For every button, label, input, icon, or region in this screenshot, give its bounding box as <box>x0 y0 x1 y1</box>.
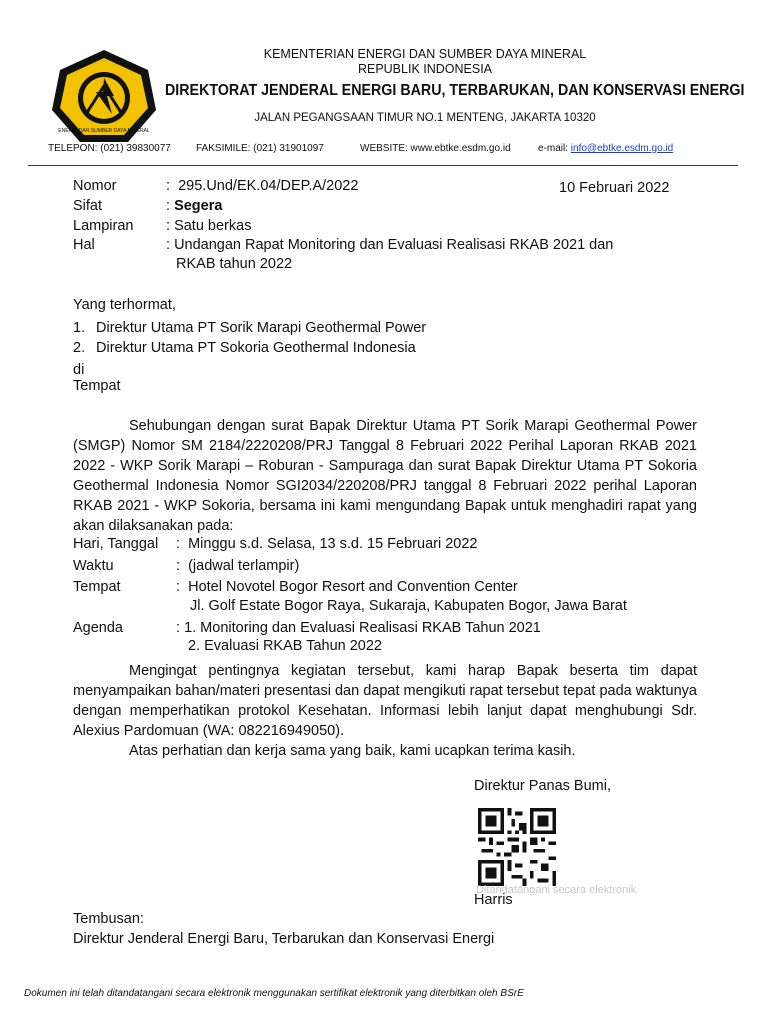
ministry-name: KEMENTERIAN ENERGI DAN SUMBER DAYA MINERAL <box>263 47 587 61</box>
hari-value: Minggu s.d. Selasa, 13 s.d. 15 Februari 2022 <box>188 536 478 552</box>
thanks-line: Atas perhatian dan kerja sama yang baik, kami ucapkan terima kasih. <box>129 743 576 759</box>
phone-number: TELEPON: (021) 39830077 <box>48 143 171 154</box>
tembusan-item: Direktur Jenderal Energi Baru, Terbarukan dan Konservasi Energi <box>73 931 495 947</box>
sifat-label: Sifat <box>73 198 103 214</box>
venue-label: Tempat <box>73 579 121 595</box>
agenda-item-1: 1. Monitoring dan Evaluasi Realisasi RKAB Tahun 2021 <box>184 620 541 636</box>
signatory-title: Direktur Panas Bumi, <box>474 778 611 794</box>
esdm-logo <box>50 48 158 148</box>
recipient-1-name: Direktur Utama PT Sorik Marapi Geothermal Power <box>96 320 427 336</box>
office-address: JALAN PEGANGSAAN TIMUR NO.1 MENTENG, JAKARTA 10320 <box>254 112 596 124</box>
email-link[interactable]: info@ebtke.esdm.go.id <box>570 143 674 154</box>
hal-colon: : Undangan Rapat Monitoring dan Evaluasi Realisasi RKAB 2021 dan <box>166 237 614 253</box>
hal-value-line1: Undangan Rapat Monitoring dan Evaluasi Realisasi RKAB 2021 dan <box>174 237 614 253</box>
recipient-1-num: 1. <box>73 320 86 336</box>
logo-text: ENERGI DAN SUMBER DAYA MINERAL <box>58 128 150 134</box>
nomor-colon: : 295.Und/EK.04/DEP.A/2022 <box>166 178 359 194</box>
agenda-colon: : 1. Monitoring dan Evaluasi Realisasi RKAB Tahun 2021 <box>176 620 541 636</box>
venue-colon: : Hotel Novotel Bogor Resort and Convention Center <box>176 579 518 595</box>
lampiran-colon: : Satu berkas <box>166 218 252 234</box>
website: WEBSITE: www.ebtke.esdm.go.id <box>360 143 511 154</box>
signatory-name: Harris <box>474 892 513 908</box>
hari-colon: : Minggu s.d. Selasa, 13 s.d. 15 Februari 2022 <box>176 536 478 552</box>
sifat-value: Segera <box>174 198 223 214</box>
lampiran-label: Lampiran <box>73 218 134 234</box>
tembusan-label: Tembusan: <box>73 911 144 927</box>
fax-number: FAKSIMILE: (021) 31901097 <box>196 143 324 154</box>
republic-name: REPUBLIK INDONESIA <box>357 62 493 76</box>
venue-value-line1: Hotel Novotel Bogor Resort and Convention Center <box>188 579 518 595</box>
agenda-label: Agenda <box>73 620 123 636</box>
directorate-name: DIREKTORAT JENDERAL ENERGI BARU, TERBARUKAN, DAN KONSERVASI ENERGI <box>165 82 745 99</box>
waktu-value: (jadwal terlampir) <box>188 558 300 574</box>
hal-label: Hal <box>73 237 95 253</box>
di-label: di <box>73 362 85 378</box>
hari-label: Hari, Tanggal <box>73 536 159 552</box>
qr-code <box>478 808 556 886</box>
header-divider <box>28 165 738 166</box>
letter-date: 10 Februari 2022 <box>559 180 670 196</box>
greeting: Yang terhormat, <box>73 297 176 313</box>
intro-paragraph: Sehubungan dengan surat Bapak Direktur Utama PT Sorik Marapi Geothermal Power (SMGP) Nomor SM 2184/2220208/PRJ Tanggal 8 Februari 2022 Perihal Laporan RKAB 2021 2022 - WKP Sorik Marapi – Roburan - Sampuraga dan surat Bapak Direktur Utama PT Sokoria Geothermal Indonesia Nomor SGI2034/220208/PRJ tanggal 8 Februari 2022 perihal Laporan RKAB 2021 - WKP Sokoria, bersama ini kami mengundang Bapak untuk menghadiri rapat yang akan dilaksanakan pada: <box>73 418 697 534</box>
email-row <box>538 143 673 154</box>
waktu-colon: : (jadwal terlampir) <box>176 558 300 574</box>
hal-value-line2: RKAB tahun 2022 <box>176 256 293 272</box>
nomor-value: 295.Und/EK.04/DEP.A/2022 <box>178 178 359 194</box>
sifat-colon: : Segera <box>166 198 223 214</box>
esign-note: Ditandatangani secara elektronik <box>476 884 637 896</box>
recipient-2-num: 2. <box>73 340 86 356</box>
footer-note: Dokumen ini telah ditandatangani secara elektronik menggunakan sertifikat elektronik yang diterbitkan oleh BSrE <box>24 988 524 999</box>
waktu-label: Waktu <box>73 558 114 574</box>
lampiran-value: Satu berkas <box>174 218 252 234</box>
venue-value-line2: Jl. Golf Estate Bogor Raya, Sukaraja, Kabupaten Bogor, Jawa Barat <box>190 598 627 614</box>
recipient-2-name: Direktur Utama PT Sokoria Geothermal Indonesia <box>96 340 416 356</box>
nomor-label: Nomor <box>73 178 117 194</box>
agenda-item-2: 2. Evaluasi RKAB Tahun 2022 <box>188 638 383 654</box>
email-label: e-mail: <box>538 143 569 154</box>
tempat-label: Tempat <box>73 378 121 394</box>
closing-paragraph: Mengingat pentingnya kegiatan tersebut, kami harap Bapak beserta tim dapat menyampaikan bahan/materi presentasi dan dapat mengikuti rapat tersebut tepat pada waktunya dengan memperhatikan protokol Kesehatan. Informasi lebih lanjut dapat menghubungi Sdr. Alexius Pardomuan (WA: 082216949050). <box>73 663 697 739</box>
